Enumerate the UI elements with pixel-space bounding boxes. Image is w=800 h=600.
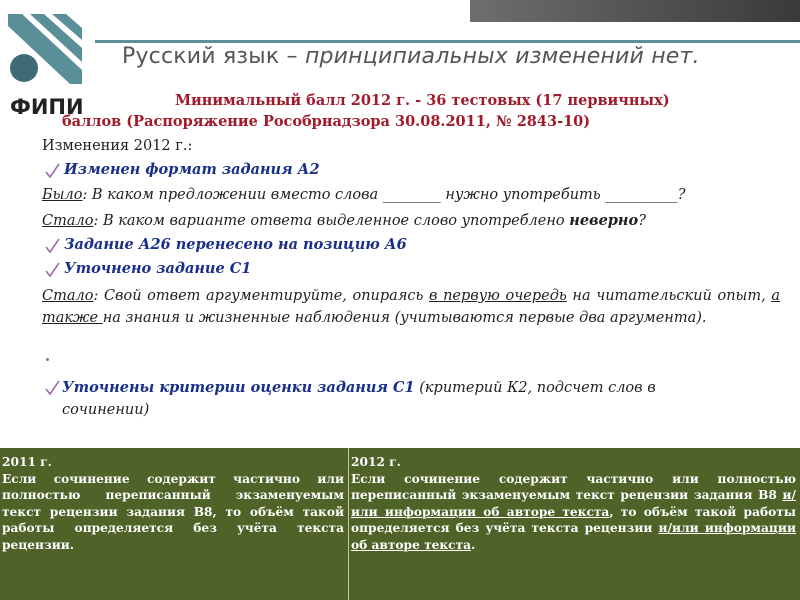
header-rule <box>95 40 800 43</box>
item-a2-now <box>42 212 646 229</box>
intro-line-1: Минимальный балл 2012 г. - 36 тестовых (17 первичных) <box>175 92 670 109</box>
item-a26-title: Задание А26 перенесено на позицию А6 <box>64 236 407 253</box>
c1-p2: на читательский опыт, <box>566 288 772 304</box>
top-bar <box>0 0 800 22</box>
text-2012-1: Если сочинение содержит частично или полностью переписанный экзаменуемым текст рецензии задания В8 <box>351 471 796 502</box>
text-2012-2: , то объём такой работы определяется без учёта текста рецензии <box>351 504 796 535</box>
check-bullet-icon <box>44 380 60 396</box>
intro-line-2: баллов (Распоряжение Рособрнадзора 30.08.2011, № 2843-10) <box>62 113 591 130</box>
now-text: : В каком варианте ответа выделенное слово употреблено <box>93 213 570 229</box>
title-plain: Русский язык – <box>122 44 305 69</box>
now-end: ? <box>638 213 646 229</box>
fipi-logo-icon <box>8 14 90 118</box>
small-dot <box>46 358 49 361</box>
c1-now-label: Стало <box>42 288 94 304</box>
c1-p3: на знания и жизненные наблюдения (учитываются первые два аргумента). <box>102 310 707 326</box>
table-cell-2011 <box>0 448 348 600</box>
comparison-table <box>0 448 800 600</box>
page-title <box>122 44 700 69</box>
now-bold: неверно <box>569 212 639 229</box>
svg-text:ФИПИ: ФИПИ <box>10 95 84 118</box>
check-bullet-icon <box>44 163 60 179</box>
year-2011: 2011 г. <box>2 455 52 469</box>
item-a2-was <box>42 187 686 203</box>
changes-heading: Изменения 2012 г.: <box>42 138 193 154</box>
criteria-rest: (критерий К2, подсчет слов в сочинении) <box>62 380 656 418</box>
table-cell-2012 <box>349 448 800 600</box>
c1-p1: : Свой ответ аргументируйте, опираясь <box>93 288 430 304</box>
text-2012-u2: и/или информации об авторе текста <box>351 521 797 552</box>
now-label: Стало <box>42 213 94 229</box>
was-label: Было <box>42 187 83 203</box>
check-bullet-icon <box>44 238 60 254</box>
top-bar-dark <box>470 0 800 22</box>
year-2012: 2012 г. <box>351 455 401 469</box>
item-a2-title: Изменен формат задания А2 <box>64 161 320 178</box>
c1-u1: в первую очередь <box>429 288 567 304</box>
c1-u2: а также <box>42 288 780 326</box>
text-2012-u1: и/или информации об авторе текста <box>351 488 796 519</box>
item-c1-now <box>42 285 780 329</box>
item-criteria <box>62 377 722 421</box>
fipi-logo <box>8 14 90 118</box>
title-italic: принципиальных изменений нет. <box>304 44 700 69</box>
item-c1-title: Уточнено задание С1 <box>64 260 252 277</box>
criteria-title: Уточнены критерии оценки задания С1 <box>62 379 415 396</box>
was-text: : В каком предложении вместо слова ________ нужно употребить __________? <box>82 187 686 203</box>
check-bullet-icon <box>44 262 60 278</box>
text-2012-3: . <box>471 537 476 552</box>
text-2011: Если сочинение содержит частично или полностью переписанный экзаменуемым текст рецензии задания В8, то объём такой работы определяется без учёта текста рецензии. <box>2 471 344 552</box>
